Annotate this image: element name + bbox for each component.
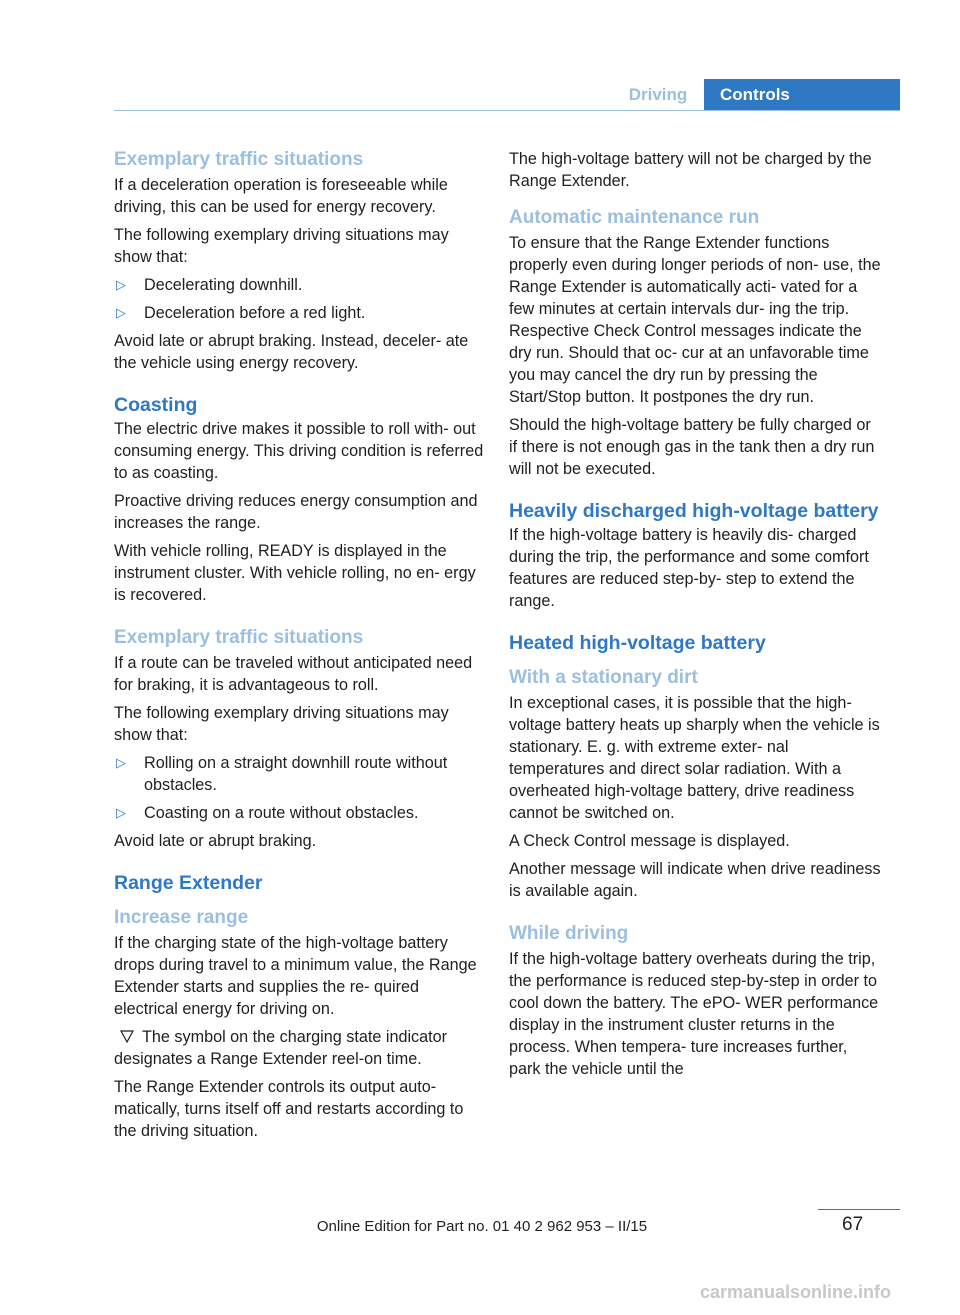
paragraph: Another message will indicate when drive readiness is available again. — [509, 860, 881, 900]
bullet-item — [114, 302, 486, 324]
left-column — [114, 148, 486, 1148]
triangle-right-icon: ▷ — [116, 805, 126, 820]
paragraph: If a deceleration operation is foreseeable while driving, this can be used for energy recovery. — [114, 176, 448, 216]
bullet-item — [114, 752, 486, 796]
heading-coasting: Coasting — [114, 394, 198, 416]
heading-heated-battery: Heated high-voltage battery — [509, 632, 766, 654]
header-rule — [114, 110, 900, 111]
triangle-right-icon: ▷ — [116, 277, 126, 292]
heading-exemplary-traffic-1: Exemplary traffic situations — [114, 149, 364, 170]
triangle-right-icon: ▷ — [116, 305, 126, 320]
heading-heavily-discharged: Heavily discharged high-voltage battery — [509, 500, 879, 522]
paragraph: The Range Extender controls its output auto‐ matically, turns itself off and restarts according to the driving situation. — [114, 1078, 464, 1140]
paragraph: Should the high-voltage battery be fully charged or if there is not enough gas in the tank then a dry run will not be executed. — [509, 416, 875, 478]
footer-rule — [818, 1209, 900, 1210]
bullet-item — [114, 802, 486, 824]
bullet-text: Coasting on a route without obstacles. — [144, 804, 419, 822]
paragraph: If the charging state of the high-voltage battery drops during travel to a minimum value, the Range Extender starts and supplies the re‐ quired electrical energy for driving on. — [114, 934, 477, 1018]
bullet-text: Deceleration before a red light. — [144, 304, 366, 322]
paragraph: The following exemplary driving situations may show that: — [114, 704, 449, 744]
paragraph: If the high-voltage battery overheats during the trip, the performance is reduced step-by-step in order to cool down the battery. The ePO‐ WER performance display in the instrument cluster returns in the process. When tempera‐ ture increases further, park the vehicle until the — [509, 950, 879, 1078]
heading-while-driving: While driving — [509, 923, 629, 944]
bullet-item — [114, 274, 486, 296]
watermark: carmanualsonline.info — [700, 1282, 892, 1302]
heading-increase-range: Increase range — [114, 907, 249, 928]
symbol-text: The symbol on the charging state indicator designates a Range Extender reel-on time. — [114, 1028, 448, 1068]
paragraph: To ensure that the Range Extender functions properly even during longer periods of non‐ use, the Range Extender is automatically acti‐ vated for a few minutes at certain intervals dur‐ ing the trip. Respective Check Control messages indicate the dry run. Should that oc‐ cur at an unfavorable time you may cancel the dry run by pressing the Start/Stop button. It postpones the dry run. — [509, 234, 881, 406]
header-tab-driving: Driving — [628, 85, 688, 104]
right-column — [509, 148, 881, 1086]
bullet-text: Rolling on a straight downhill route without obstacles. — [144, 754, 448, 794]
heading-range-extender: Range Extender — [114, 872, 263, 894]
footer-edition: Online Edition for Part no. 01 40 2 962 953 – II/15 — [316, 1218, 648, 1235]
heading-automatic-maintenance: Automatic maintenance run — [509, 207, 760, 228]
paragraph: The following exemplary driving situations may show that: — [114, 226, 449, 266]
heading-exemplary-traffic-2: Exemplary traffic situations — [114, 627, 364, 648]
paragraph: The high-voltage battery will not be charged by the Range Extender. — [509, 150, 872, 190]
paragraph: Avoid late or abrupt braking. Instead, deceler‐ ate the vehicle using energy recovery. — [114, 332, 469, 372]
paragraph: A Check Control message is displayed. — [509, 832, 790, 850]
paragraph — [114, 1026, 486, 1070]
triangle-right-icon: ▷ — [116, 755, 126, 770]
paragraph: In exceptional cases, it is possible that the high-voltage battery heats up sharply when the vehicle is stationary. E. g. with extreme exter‐ nal temperatures and direct solar radiation. With a overheated high-voltage battery, drive readiness cannot be switched on. — [509, 694, 880, 822]
bullet-text: Decelerating downhill. — [144, 276, 303, 294]
paragraph: With vehicle rolling, READY is displayed in the instrument cluster. With vehicle rolling, no en‐ ergy is recovered. — [114, 542, 476, 604]
paragraph: Proactive driving reduces energy consumption and increases the range. — [114, 492, 478, 532]
heading-stationary: With a stationary dirt — [509, 667, 698, 688]
page-number: 67 — [842, 1214, 864, 1235]
header-tab-controls: Controls — [704, 79, 900, 111]
paragraph: If a route can be traveled without anticipated need for braking, it is advantageous to roll. — [114, 654, 473, 694]
paragraph: The electric drive makes it possible to roll with‐ out consuming energy. This driving condition is referred to as coasting. — [114, 420, 484, 482]
range-extender-triangle-icon — [120, 1029, 134, 1043]
paragraph: Avoid late or abrupt braking. — [114, 832, 317, 850]
paragraph: If the high-voltage battery is heavily dis‐ charged during the trip, the performance and some comfort features are reduced step-by- step to extend the range. — [509, 526, 869, 610]
